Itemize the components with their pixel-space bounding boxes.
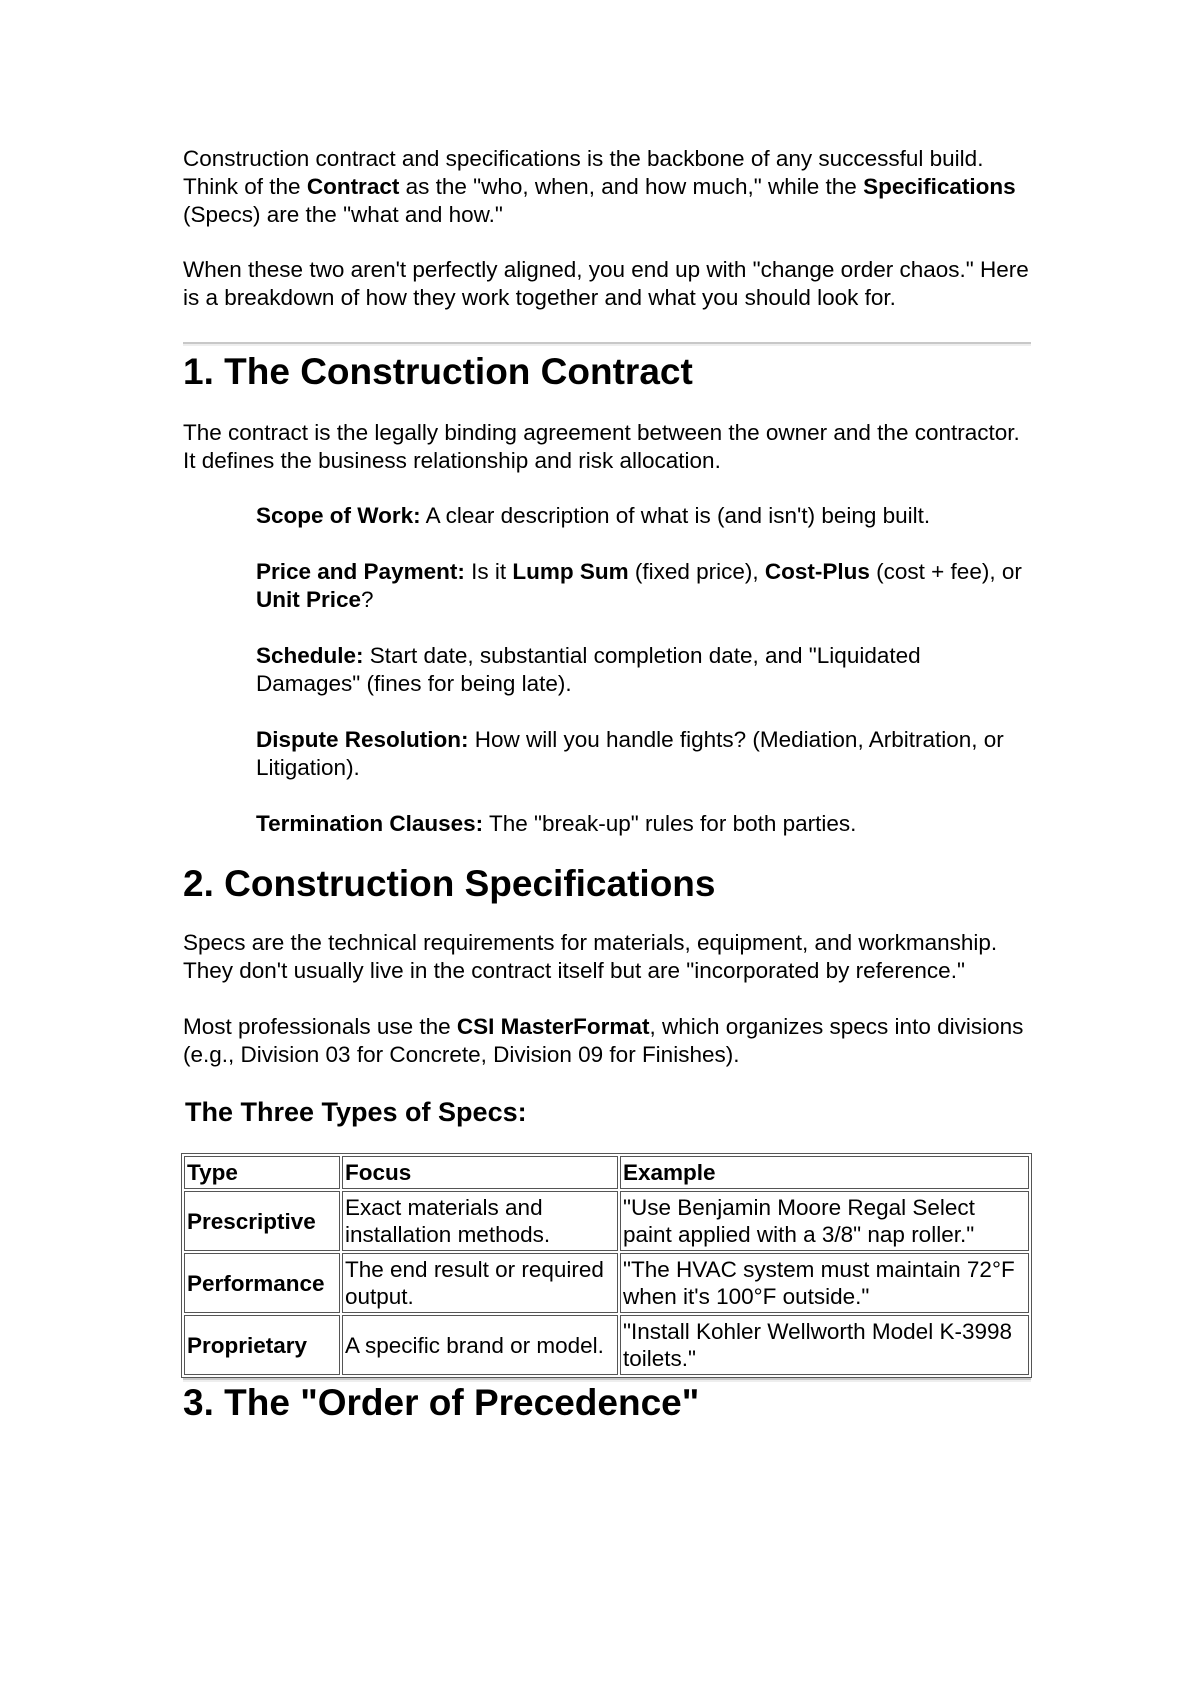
column-header-example: Example (620, 1156, 1029, 1189)
section-2-paragraph-1: Specs are the technical requirements for materials, equipment, and workmanship. They don't usually live in the contract itself but are "incorporated by reference." (183, 930, 998, 983)
item-text: ? (361, 587, 374, 612)
item-label: Schedule: (256, 643, 364, 668)
intro-paragraph-1 (183, 145, 1031, 229)
type-cell: Performance (184, 1253, 340, 1313)
table-row (184, 1315, 1029, 1375)
table-row (184, 1191, 1029, 1251)
specifications-term: Specifications (863, 174, 1016, 199)
item-text: A clear description of what is (and isn't) being built. (420, 503, 931, 528)
example-cell: "Install Kohler Wellworth Model K-3998 toilets." (620, 1315, 1029, 1375)
section-2-paragraph-2 (183, 1013, 1031, 1069)
section-2-heading: 2. Construction Specifications (183, 863, 716, 904)
column-header-type: Type (184, 1156, 340, 1189)
type-cell: Proprietary (184, 1315, 340, 1375)
paragraph-text: Most professionals use the (183, 1014, 457, 1039)
intro-text: Construction contract and specifications is the backbone of any successful build. Think of the (183, 146, 984, 199)
column-header-focus: Focus (342, 1156, 618, 1189)
table-row (184, 1253, 1029, 1313)
list-item-price (256, 558, 1031, 614)
spec-types-subheading: The Three Types of Specs: (185, 1097, 527, 1127)
unit-price-term: Unit Price (256, 587, 362, 612)
spec-types-table (181, 1153, 1032, 1378)
paragraph-text: , which organizes specs into divisions (e.g., Division 03 for Concrete, Division 09 for Finishes). (183, 1014, 1024, 1067)
lump-sum-term: Lump Sum (512, 559, 629, 584)
item-text: Is it (464, 559, 513, 584)
item-text: Start date, substantial completion date, and "Liquidated Damages" (fines for being late). (256, 643, 921, 696)
item-text: (cost + fee), or (869, 559, 1022, 584)
list-item-scope (256, 502, 1031, 530)
list-item-dispute (256, 726, 1031, 782)
example-cell: "Use Benjamin Moore Regal Select paint applied with a 3/8" nap roller." (620, 1191, 1029, 1251)
section-3-heading: 3. The "Order of Precedence" (183, 1382, 700, 1423)
table-header-row (184, 1156, 1029, 1189)
item-label: Dispute Resolution: (256, 727, 469, 752)
intro-text: (Specs) are the "what and how." (183, 202, 503, 227)
item-label: Scope of Work: (256, 503, 421, 528)
section-1-heading: 1. The Construction Contract (183, 351, 693, 392)
focus-cell: The end result or required output. (342, 1253, 618, 1313)
intro-text: as the "who, when, and how much," while the (399, 174, 864, 199)
cost-plus-term: Cost-Plus (764, 559, 870, 584)
document-page (183, 145, 1031, 1425)
example-cell: "The HVAC system must maintain 72°F when it's 100°F outside." (620, 1253, 1029, 1313)
item-text: How will you handle fights? (Mediation, Arbitration, or Litigation). (256, 727, 1004, 780)
focus-cell: Exact materials and installation methods. (342, 1191, 618, 1251)
item-label: Price and Payment: (256, 559, 465, 584)
focus-cell: A specific brand or model. (342, 1315, 618, 1375)
item-label: Termination Clauses: (256, 811, 484, 836)
section-1-paragraph: The contract is the legally binding agreement between the owner and the contractor. It defines the business relationship and risk allocation. (183, 420, 1020, 473)
list-item-schedule (256, 642, 1031, 698)
csi-masterformat-term: CSI MasterFormat (456, 1014, 650, 1039)
intro-paragraph-2: When these two aren't perfectly aligned, you end up with "change order chaos." Here is a breakdown of how they work together and what you should look for. (183, 257, 1029, 310)
contract-term: Contract (306, 174, 400, 199)
type-cell: Prescriptive (184, 1191, 340, 1251)
item-text: (fixed price), (628, 559, 765, 584)
contract-elements-list (256, 502, 1031, 838)
list-item-termination (256, 810, 1031, 838)
section-divider (183, 342, 1031, 346)
item-text: The "break-up" rules for both parties. (483, 811, 857, 836)
